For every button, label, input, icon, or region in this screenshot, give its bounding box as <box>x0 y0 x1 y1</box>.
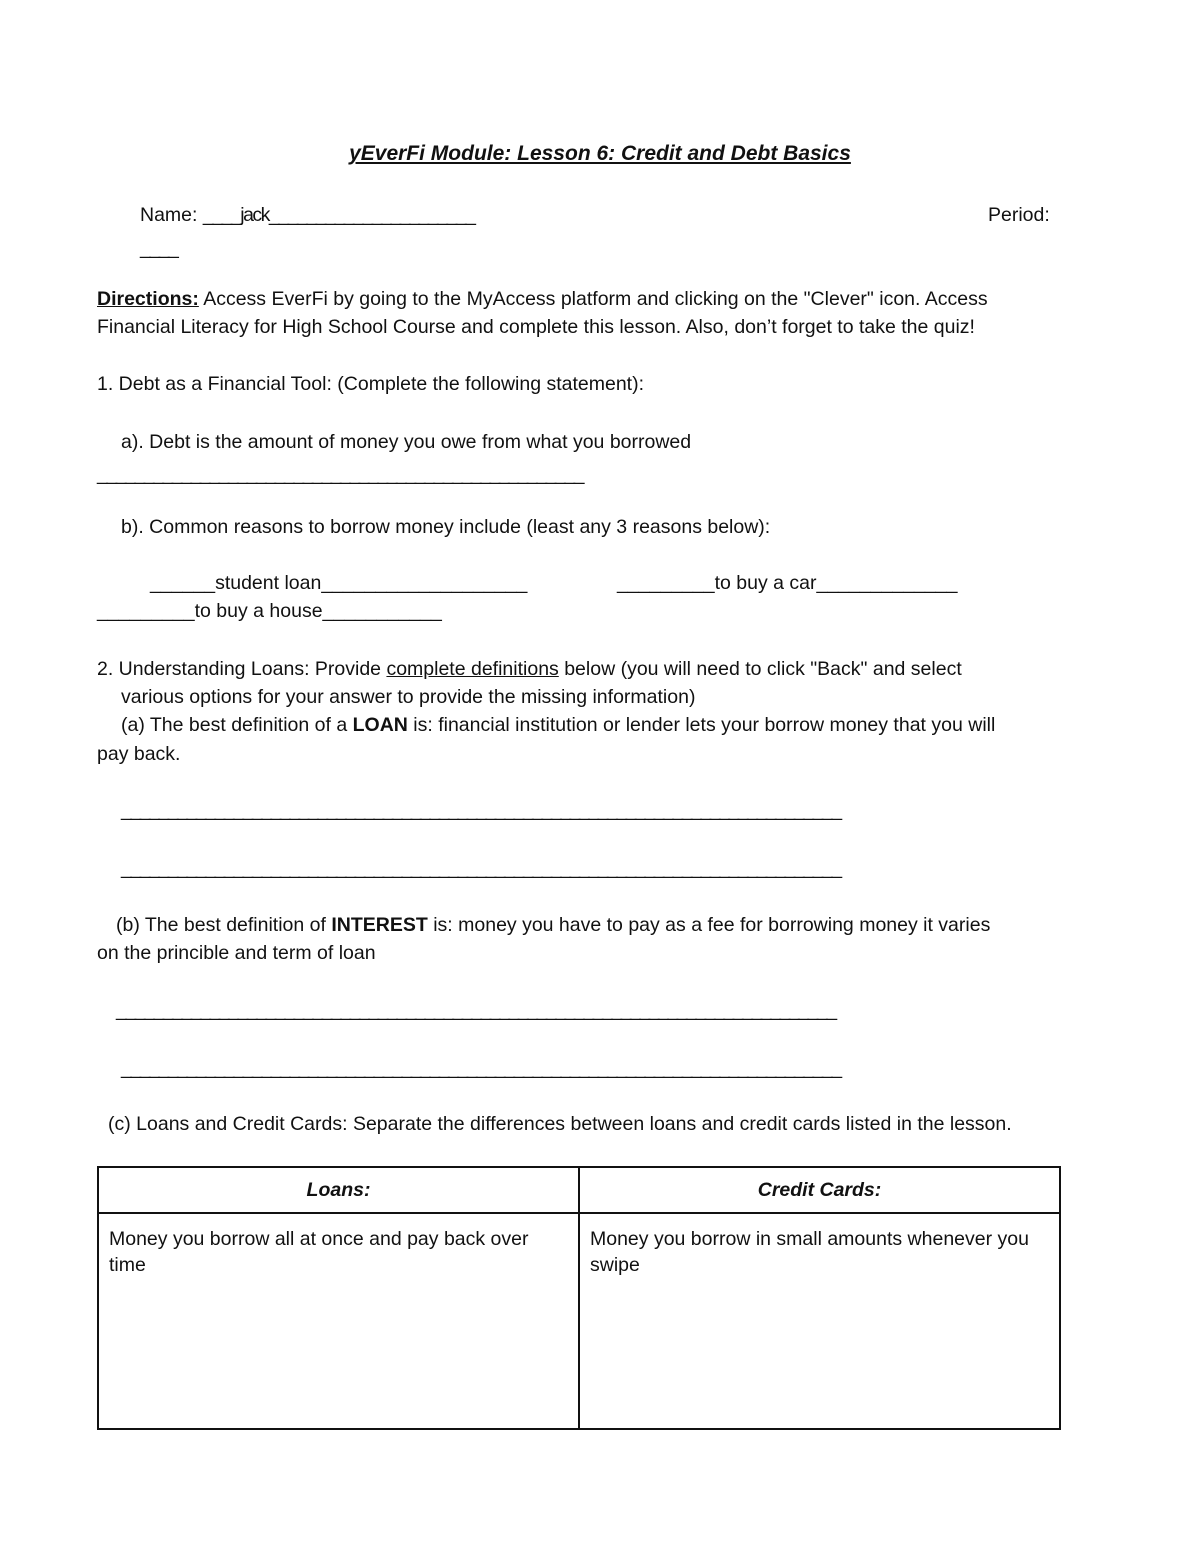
table-cell-credit-cards: Money you borrow in small amounts whenever you swipe <box>579 1213 1060 1429</box>
q2-b-pre: (b) The best definition of <box>116 914 332 936</box>
directions-label: Directions: <box>97 288 199 310</box>
table-header-loans: Loans: <box>98 1167 579 1213</box>
period-label: Period: <box>988 204 1050 226</box>
q2-heading-line-2: various options for your answer to provide the missing information) <box>121 686 696 708</box>
directions-line-1 <box>97 285 988 313</box>
q2-b-line <box>116 911 990 939</box>
directions-text-2: Financial Literacy for High School Course and complete this lesson. Also, don’t forget to take the quiz! <box>97 316 975 338</box>
name-value: ____jack______________________ <box>202 204 475 226</box>
q2-heading-pre: 2. Understanding Loans: Provide <box>97 658 387 680</box>
q2-b-term: INTEREST <box>331 914 428 936</box>
q2-b-rule-1: _____________________________________________________________________________ <box>116 999 836 1021</box>
q2-heading-post: below (you will need to click "Back" and select <box>558 658 962 680</box>
q2-b-post: is: money you have to pay as a fee for borrowing money it varies <box>427 914 991 936</box>
table-row <box>98 1213 1060 1429</box>
name-label: Name: <box>140 204 203 226</box>
loans-vs-credit-table <box>97 1166 1061 1430</box>
q2-a-term: LOAN <box>352 714 408 736</box>
q2-a-post: is: financial institution or lender lets your borrow money that you will <box>407 714 996 736</box>
q1-a-text: a). Debt is the amount of money you owe from what you borrowed <box>121 431 692 453</box>
q2-b-rule-2: _____________________________________________________________________________ <box>121 1057 841 1079</box>
q2-a-rule-1: _____________________________________________________________________________ <box>121 799 841 821</box>
q1-reason-1: ______student loan___________________ <box>150 572 528 594</box>
q1-b-text: b). Common reasons to borrow money include (least any 3 reasons below): <box>121 516 771 538</box>
directions-text-1: Access EverFi by going to the MyAccess platform and clicking on the "Clever" icon. Access <box>198 288 988 310</box>
period-blank: ____ <box>140 237 178 259</box>
q2-heading-underlined: complete definitions <box>386 658 559 680</box>
q2-a-cont: pay back. <box>97 743 181 765</box>
table-header-credit-cards: Credit Cards: <box>579 1167 1060 1213</box>
q1-a-rule: ____________________________________________________ <box>97 463 583 485</box>
q2-a-rule-2: _____________________________________________________________________________ <box>121 857 841 879</box>
q2-a-line <box>121 711 995 739</box>
q2-b-cont: on the princible and term of loan <box>97 942 376 964</box>
document-title: yEverFi Module: Lesson 6: Credit and Debt Basics <box>349 142 851 165</box>
q1-reason-2: _________to buy a car_____________ <box>617 572 958 594</box>
table-cell-loans: Money you borrow all at once and pay back over time <box>98 1213 579 1429</box>
table-header-row <box>98 1167 1060 1213</box>
q2-c-text: (c) Loans and Credit Cards: Separate the differences between loans and credit cards listed in the lesson. <box>108 1113 1012 1135</box>
q1-heading: 1. Debt as a Financial Tool: (Complete the following statement): <box>97 373 644 395</box>
q2-heading <box>97 655 962 683</box>
q2-a-pre: (a) The best definition of a <box>121 714 353 736</box>
name-line <box>140 201 475 229</box>
q1-reason-3: _________to buy a house___________ <box>97 600 442 622</box>
